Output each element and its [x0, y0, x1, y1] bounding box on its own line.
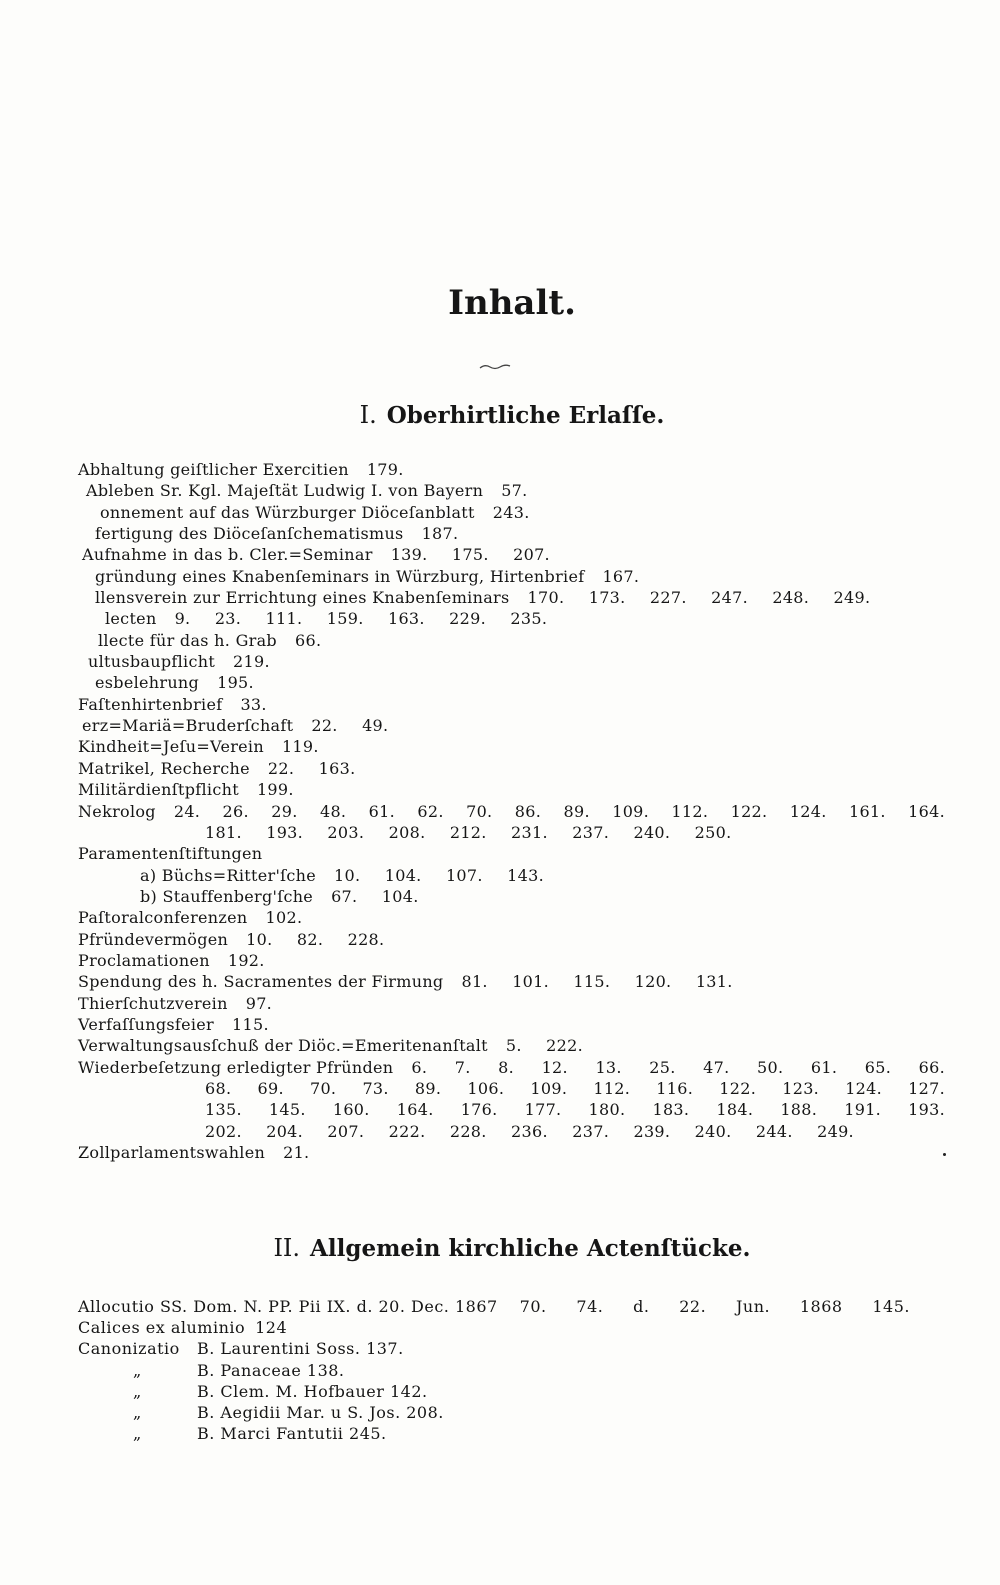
- section-numeral: I.: [359, 401, 377, 429]
- toc-entry: [0, 459, 1000, 480]
- entry-page-refs: 67. 104.: [331, 886, 419, 906]
- entry-label: gründung eines Knabenſeminars in Würzburg, Hirtenbrief: [95, 566, 585, 586]
- entry-label: Thierſchutzverein: [78, 993, 228, 1013]
- ditto-mark: „: [133, 1360, 142, 1380]
- entry-label: Spendung des h. Sacramentes der Firmung: [78, 972, 444, 992]
- print-speck: [943, 1153, 946, 1156]
- entry-label: b) Stauffenberg'ſche: [140, 886, 314, 906]
- toc-entry: [0, 672, 1000, 693]
- entry-text: 70. 74. d. 22. Jun. 1868 145.: [519, 1297, 910, 1316]
- entry-label: Militärdienſtpflicht: [78, 780, 239, 800]
- toc-entry: [0, 907, 1000, 928]
- toc-entry: [0, 587, 1000, 608]
- toc-entry: [0, 651, 1000, 672]
- entry-page-refs: 22. 163.: [267, 758, 356, 778]
- toc-entry-continuation: [0, 822, 1000, 843]
- toc-entry: [0, 480, 1000, 501]
- entry-page-refs: 21.: [283, 1143, 310, 1162]
- toc-entry: [0, 1402, 1000, 1423]
- entry-page-refs: 135. 145. 160. 164. 176. 177. 180. 183. 184. 188. 191. 193.: [205, 1100, 945, 1120]
- toc-entry: [0, 715, 1000, 736]
- toc-entry: [0, 758, 1000, 779]
- entry-page-refs: 243.: [492, 502, 530, 522]
- toc-entry: [0, 843, 1000, 864]
- toc-entry: [0, 1423, 1000, 1444]
- toc-subentry: [0, 886, 1000, 907]
- entry-label: llensverein zur Errichtung eines Knabenſeminars: [95, 588, 510, 608]
- entry-page-refs: 10. 104. 107. 143.: [334, 865, 544, 885]
- entry-label: Pfründevermögen: [78, 929, 229, 949]
- toc-entry: [0, 1317, 1000, 1338]
- entry-page-refs: 202. 204. 207. 222. 228. 236. 237. 239. 240. 244. 249.: [205, 1121, 854, 1141]
- toc-entry: [0, 1360, 1000, 1381]
- entry-label: Verwaltungsausſchuß der Diöc.=Emeritenanſtalt: [78, 1036, 488, 1056]
- toc-entry: [0, 1057, 945, 1078]
- entry-page-refs: 68. 69. 70. 73. 89. 106. 109. 112. 116. 122. 123. 124. 127.: [205, 1078, 945, 1098]
- entry-text: 124: [255, 1318, 288, 1338]
- entry-page-refs: 119.: [281, 737, 319, 757]
- toc-entry: [0, 1014, 1000, 1035]
- toc-entry: [0, 801, 945, 822]
- entry-text: B. Marci Fantutii 245.: [197, 1424, 387, 1444]
- section-2-entries: [0, 1296, 1000, 1444]
- entry-label: Canonizatio: [78, 1339, 180, 1359]
- toc-entry-continuation: [0, 1099, 945, 1120]
- entry-label: erz=Mariä=Bruderſchaft: [82, 716, 294, 736]
- entry-page-refs: 57.: [501, 481, 528, 501]
- section-title: Oberhirtliche Erlaſſe.: [386, 402, 665, 429]
- entry-label: Nekrolog: [78, 801, 156, 821]
- entry-page-refs: 5. 222.: [505, 1036, 583, 1056]
- entry-label: Matrikel, Recherche: [78, 758, 250, 778]
- entry-page-refs: 167.: [602, 566, 640, 586]
- entry-label: a) Büchs=Ritter'ſche: [140, 865, 317, 885]
- entry-label: Verfaſſungsfeier: [78, 1014, 214, 1034]
- toc-subentry: [0, 865, 1000, 886]
- entry-page-refs: 170. 173. 227. 247. 248. 249.: [527, 588, 871, 608]
- entry-label: lecten: [105, 609, 157, 629]
- entry-label: Proclamationen: [78, 950, 210, 970]
- section-title: Allgemein kirchliche Actenſtücke.: [310, 1235, 751, 1262]
- entry-label: Wiederbeſetzung erledigter Pfründen: [78, 1057, 394, 1077]
- entry-label: Zollparlamentswahlen: [78, 1143, 266, 1162]
- entry-label: fertigung des Diöceſanſchematismus: [95, 524, 404, 544]
- entry-page-refs: 9. 23. 111. 159. 163. 229. 235.: [174, 609, 548, 629]
- entry-label: Paramentenſtiftungen: [78, 844, 263, 864]
- entry-label: esbelehrung: [95, 673, 200, 693]
- entry-page-refs: 10. 82. 228.: [246, 929, 385, 949]
- entry-label: Aufnahme in das b. Cler.=Seminar: [82, 545, 373, 565]
- entry-label: Calices ex aluminio: [78, 1318, 246, 1338]
- toc-entry: [0, 1035, 1000, 1056]
- entry-label: Kindheit=Jeſu=Verein: [78, 737, 264, 757]
- toc-entry: [0, 929, 1000, 950]
- toc-entry: [0, 779, 1000, 800]
- entry-page-refs: 181. 193. 203. 208. 212. 231. 237. 240. 250.: [205, 822, 732, 842]
- entry-label: Faſtenhirtenbrief: [78, 694, 223, 714]
- entry-page-refs: 24. 26. 29. 48. 61. 62. 70. 86. 89. 109. 112. 122. 124. 161. 164.: [173, 801, 945, 821]
- entry-page-refs: 66.: [294, 630, 322, 650]
- ditto-mark: „: [133, 1402, 142, 1422]
- toc-entry: [0, 950, 1000, 971]
- toc-entry: [0, 971, 1000, 992]
- toc-entry-continuation: [0, 1121, 1000, 1142]
- entry-page-refs: 115.: [232, 1014, 269, 1034]
- toc-entry: [0, 993, 1000, 1014]
- title-ornament: [478, 362, 512, 371]
- section-numeral: II.: [273, 1234, 301, 1262]
- entry-page-refs: 33.: [240, 694, 267, 714]
- entry-label: onnement auf das Würzburger Diöceſanblatt: [100, 502, 475, 522]
- entry-page-refs: 192.: [227, 950, 265, 970]
- toc-entry: [0, 1296, 910, 1317]
- entry-text: B. Panaceae 138.: [197, 1360, 345, 1380]
- entry-label: llecte für das h. Grab: [98, 630, 277, 650]
- toc-entry: [0, 694, 1000, 715]
- entry-label: Abhaltung geiſtlicher Exercitien: [78, 460, 349, 479]
- section-heading-1: [0, 400, 1000, 430]
- toc-entry: [0, 1381, 1000, 1402]
- entry-text: B. Aegidii Mar. u S. Jos. 208.: [197, 1402, 444, 1422]
- entry-page-refs: 22. 49.: [311, 716, 389, 736]
- entry-page-refs: 219.: [233, 652, 270, 672]
- toc-entry: [0, 566, 1000, 587]
- toc-entry: [0, 608, 1000, 629]
- toc-entry: [0, 502, 1000, 523]
- page-title: Inhalt.: [448, 283, 576, 323]
- toc-entry: [0, 630, 1000, 651]
- entry-page-refs: 102.: [265, 908, 303, 928]
- section-1-entries: [0, 459, 1000, 1163]
- entry-page-refs: 187.: [421, 524, 459, 544]
- entry-page-refs: 195.: [217, 673, 254, 693]
- entry-page-refs: 97.: [245, 993, 273, 1013]
- entry-text: B. Clem. M. Hofbauer 142.: [197, 1381, 428, 1401]
- ditto-mark: „: [133, 1381, 142, 1401]
- entry-text: B. Laurentini Soss. 137.: [197, 1339, 404, 1359]
- entry-label: Paſtoralconferenzen: [78, 908, 248, 928]
- ditto-mark: „: [133, 1424, 142, 1444]
- entry-page-refs: 81. 101. 115. 120. 131.: [461, 972, 733, 992]
- entry-label: Allocutio SS. Dom. N. PP. Pii IX. d. 20. Dec. 1867: [78, 1297, 498, 1316]
- toc-entry-continuation: [0, 1078, 945, 1099]
- toc-entry: [0, 523, 1000, 544]
- toc-entry: [0, 544, 1000, 565]
- entry-page-refs: 6. 7. 8. 12. 13. 25. 47. 50. 61. 65. 66.: [411, 1057, 945, 1077]
- entry-label: ultusbaupflicht: [88, 652, 216, 672]
- entry-page-refs: 179.: [366, 460, 404, 479]
- entry-page-refs: 199.: [256, 780, 294, 800]
- toc-entry: [0, 1142, 1000, 1163]
- entry-page-refs: 139. 175. 207.: [390, 545, 550, 565]
- toc-entry: [0, 1338, 1000, 1359]
- section-heading-2: [0, 1233, 1000, 1263]
- entry-label: Ableben Sr. Kgl. Majeſtät Ludwig I. von Bayern: [86, 481, 484, 501]
- toc-entry: [0, 736, 1000, 757]
